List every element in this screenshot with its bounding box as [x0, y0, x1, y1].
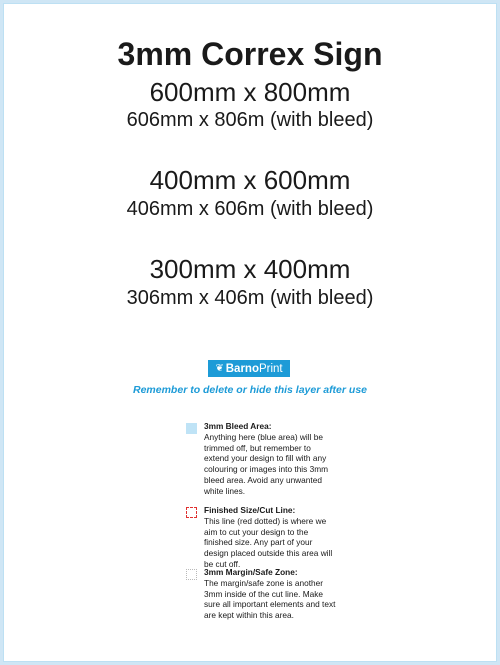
leaf-icon: ❦ — [215, 363, 224, 374]
size-2: 400mm x 600mm — [149, 165, 351, 195]
size-3: 300mm x 400mm — [149, 254, 351, 284]
size-1: 600mm x 800mm — [149, 77, 351, 107]
barnoprint-logo: ❦ BarnoPrint — [208, 360, 290, 377]
reminder-text: Remember to delete or hide this layer after use — [133, 384, 367, 396]
cut-line-swatch-icon — [186, 507, 197, 518]
legend-cut: Finished Size/Cut Line: This line (red dotted) is where we aim to cut your design to the finished size. Any part of your design placed outside this area will be cut off. — [186, 505, 336, 570]
size-2-bleed: 406mm x 606m (with bleed) — [126, 198, 374, 220]
bleed-swatch-icon — [186, 423, 197, 434]
page-title: 3mm Correx Sign — [117, 36, 383, 72]
size-1-bleed: 606mm x 806m (with bleed) — [126, 109, 374, 131]
legend-safe: 3mm Margin/Safe Zone: The margin/safe zone is another 3mm inside of the cut line. Make sure all important elements and text are kept within this area. — [186, 567, 336, 621]
size-3-bleed: 306mm x 406m (with bleed) — [126, 287, 374, 309]
safe-zone-swatch-icon — [186, 569, 197, 580]
legend-bleed: 3mm Bleed Area: Anything here (blue area) will be trimmed off, but remember to extend your design to fill with any colouring or images into this 3mm bleed area. Avoid any unwanted white lines. — [186, 421, 336, 497]
